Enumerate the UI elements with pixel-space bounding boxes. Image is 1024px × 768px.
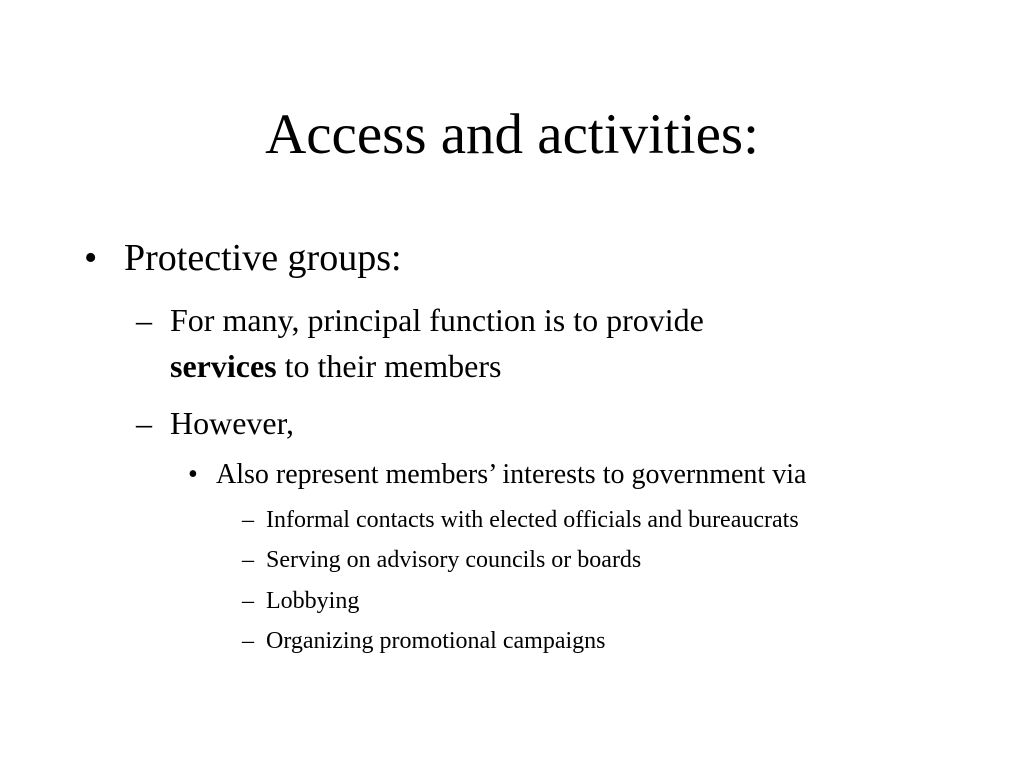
level4-item (242, 626, 962, 656)
dash-marker: – (242, 588, 254, 614)
dash-marker: – (242, 628, 254, 654)
sub-item-line2-rest: to their members (276, 348, 502, 384)
level4-text: Organizing promotional campaigns (266, 628, 606, 654)
level4-item (242, 545, 962, 575)
level3-item-represent (188, 457, 988, 493)
level4-item (242, 586, 962, 616)
level3-text: Also represent members’ interests to government via (216, 459, 807, 490)
dash-marker: – (242, 507, 254, 533)
bullet-text: Protective groups: (124, 237, 402, 279)
bullet-marker: • (84, 237, 98, 279)
bullet-marker: • (188, 459, 198, 490)
level4-text: Serving on advisory councils or boards (266, 547, 642, 573)
services-bold-text: services (170, 348, 277, 384)
dash-marker: – (136, 405, 152, 441)
sub-item-line1: For many, principal function is to provide (170, 302, 704, 338)
level4-text: Informal contacts with elected officials and bureaucrats (266, 507, 799, 533)
dash-marker: – (242, 547, 254, 573)
sub-item-principal-function (136, 297, 896, 389)
sub-item-line2 (170, 343, 501, 389)
sub-item-however (136, 400, 536, 446)
level4-text: Lobbying (266, 588, 360, 614)
dash-marker: – (136, 302, 152, 338)
level4-item (242, 505, 962, 535)
bullet-protective-groups (84, 235, 684, 281)
slide-title: Access and activities: (265, 103, 759, 166)
sub-item-text: However, (170, 405, 294, 441)
